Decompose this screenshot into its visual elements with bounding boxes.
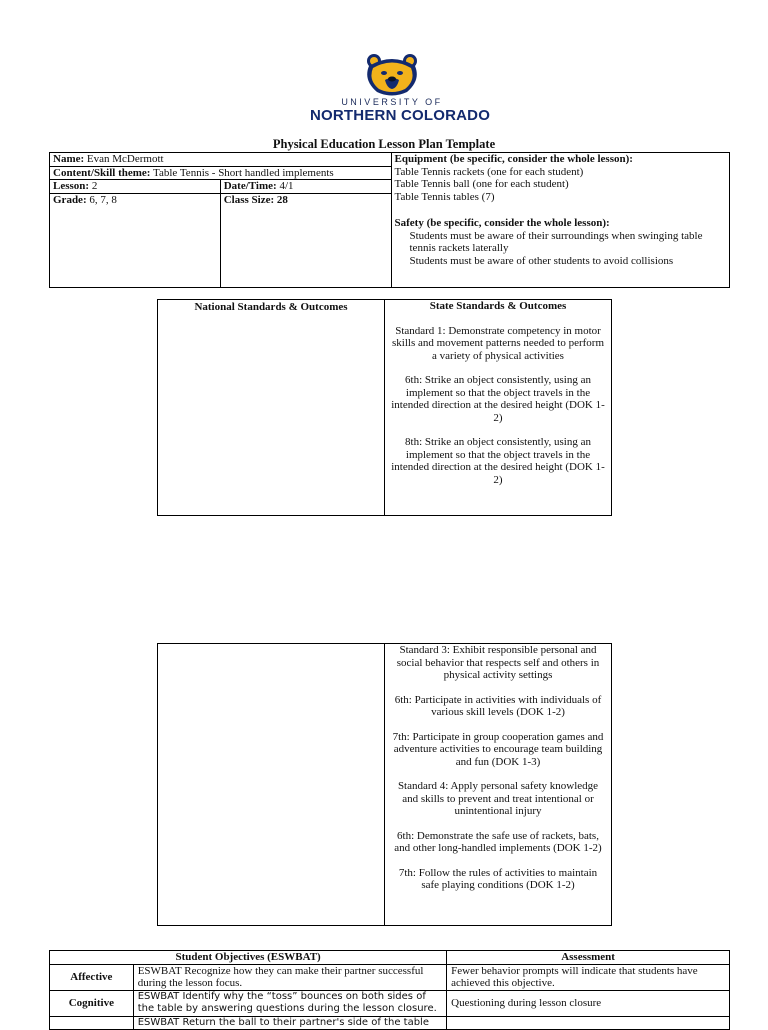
state-standards-header: State Standards & Outcomes	[429, 300, 567, 312]
name-label: Name:	[53, 153, 85, 165]
name-cell	[50, 153, 392, 167]
page-title: Physical Education Lesson Plan Template	[272, 137, 496, 151]
lesson-info-table	[49, 152, 730, 288]
safety-item: Students must be aware of their surroundings when swinging table tennis rackets laterally	[409, 229, 703, 254]
content-label: Content/Skill theme:	[53, 166, 151, 179]
standard-text: 6th: Strike an object consistently, using an implement so that the object travels in the intended direction at the desired height (DOK 1-2)	[391, 374, 605, 424]
lesson-label: Lesson:	[53, 180, 90, 192]
content-value: Table Tennis - Short handled implements	[150, 166, 334, 179]
standard-text: Standard 4: Apply personal safety knowledge and skills to prevent and treat intentional or unintentional injury	[397, 780, 599, 817]
state-standards-cell	[385, 644, 612, 926]
university-logo	[310, 52, 491, 124]
standard-text: 6th: Participate in activities with individuals of various skill levels (DOK 1-2)	[394, 693, 602, 718]
bear-icon	[361, 52, 423, 96]
standards-table	[157, 299, 612, 516]
classsize-value: 28	[274, 193, 288, 206]
standard-text: 7th: Participate in group cooperation games and adventure activities to encourage team building and fun (DOK 1-3)	[392, 730, 604, 768]
objective-text: ESWBAT Identify why the “toss” bounces on both sides of the table by answering questions during the lesson closure.	[133, 990, 446, 1016]
objective-domain: Affective	[50, 964, 134, 990]
equipment-item: Table Tennis rackets (one for each student)	[394, 165, 584, 178]
standard-text: 7th: Follow the rules of activities to maintain safe playing conditions (DOK 1-2)	[398, 866, 598, 891]
content-cell	[50, 166, 392, 180]
grade-value: 6, 7, 8	[86, 193, 117, 206]
objectives-header: Student Objectives (ESWBAT)	[50, 951, 447, 965]
logo-northern-colorado: NORTHERN COLORADO	[310, 107, 491, 124]
standard-text: Standard 3: Exhibit responsible personal and social behavior that respects self and others in physical activity settings	[396, 644, 600, 681]
grade-label: Grade:	[53, 193, 87, 206]
standards-table-continued	[157, 643, 612, 926]
classsize-cell	[220, 193, 391, 288]
standard-text: Standard 1: Demonstrate competency in motor skills and movement patterns needed to perform a variety of physical activities	[392, 324, 604, 362]
safety-label: Safety (be specific, consider the whole lesson):	[394, 217, 610, 229]
assessment-text: Fewer behavior prompts will indicate that students have achieved this objective.	[447, 964, 730, 990]
grade-cell	[50, 193, 221, 288]
date-label: Date/Time:	[223, 180, 277, 192]
objective-text: ESWBAT Recognize how they can make their partner successful during the lesson focus.	[133, 964, 446, 990]
classsize-label: Class Size:	[223, 193, 275, 206]
assessment-header: Assessment	[447, 951, 730, 965]
logo-university-of: UNIVERSITY OF	[341, 97, 443, 107]
lesson-cell	[50, 180, 221, 194]
date-cell	[220, 180, 391, 194]
equipment-item: Table Tennis ball (one for each student)	[394, 178, 569, 190]
name-value: Evan McDermott	[84, 153, 164, 165]
national-standards-cell	[158, 644, 385, 926]
date-value: 4/1	[276, 180, 294, 192]
equipment-item: Table Tennis tables (7)	[394, 190, 495, 203]
assessment-text	[447, 1016, 730, 1030]
objective-domain: Cognitive	[50, 990, 134, 1016]
objective-text: ESWBAT Return the ball to their partner's side of the table	[133, 1016, 446, 1030]
assessment-text: Questioning during lesson closure	[447, 990, 730, 1016]
equipment-safety-cell	[391, 153, 730, 288]
state-standards-cell	[385, 300, 612, 516]
equipment-label: Equipment (be specific, consider the whole lesson):	[394, 153, 633, 165]
objectives-table	[49, 950, 730, 1030]
standard-text: 8th: Strike an object consistently, using an implement so that the object travels in the intended direction at the desired height (DOK 1-2)	[391, 436, 605, 486]
national-standards-cell	[158, 300, 385, 516]
national-standards-header: National Standards & Outcomes	[194, 301, 348, 313]
safety-item: Students must be aware of other students to avoid collisions	[409, 254, 674, 267]
standard-text: 6th: Demonstrate the safe use of rackets, bats, and other long-handled implements (DOK 1-2)	[394, 829, 602, 854]
lesson-value: 2	[89, 180, 98, 192]
objective-domain	[50, 1016, 134, 1030]
